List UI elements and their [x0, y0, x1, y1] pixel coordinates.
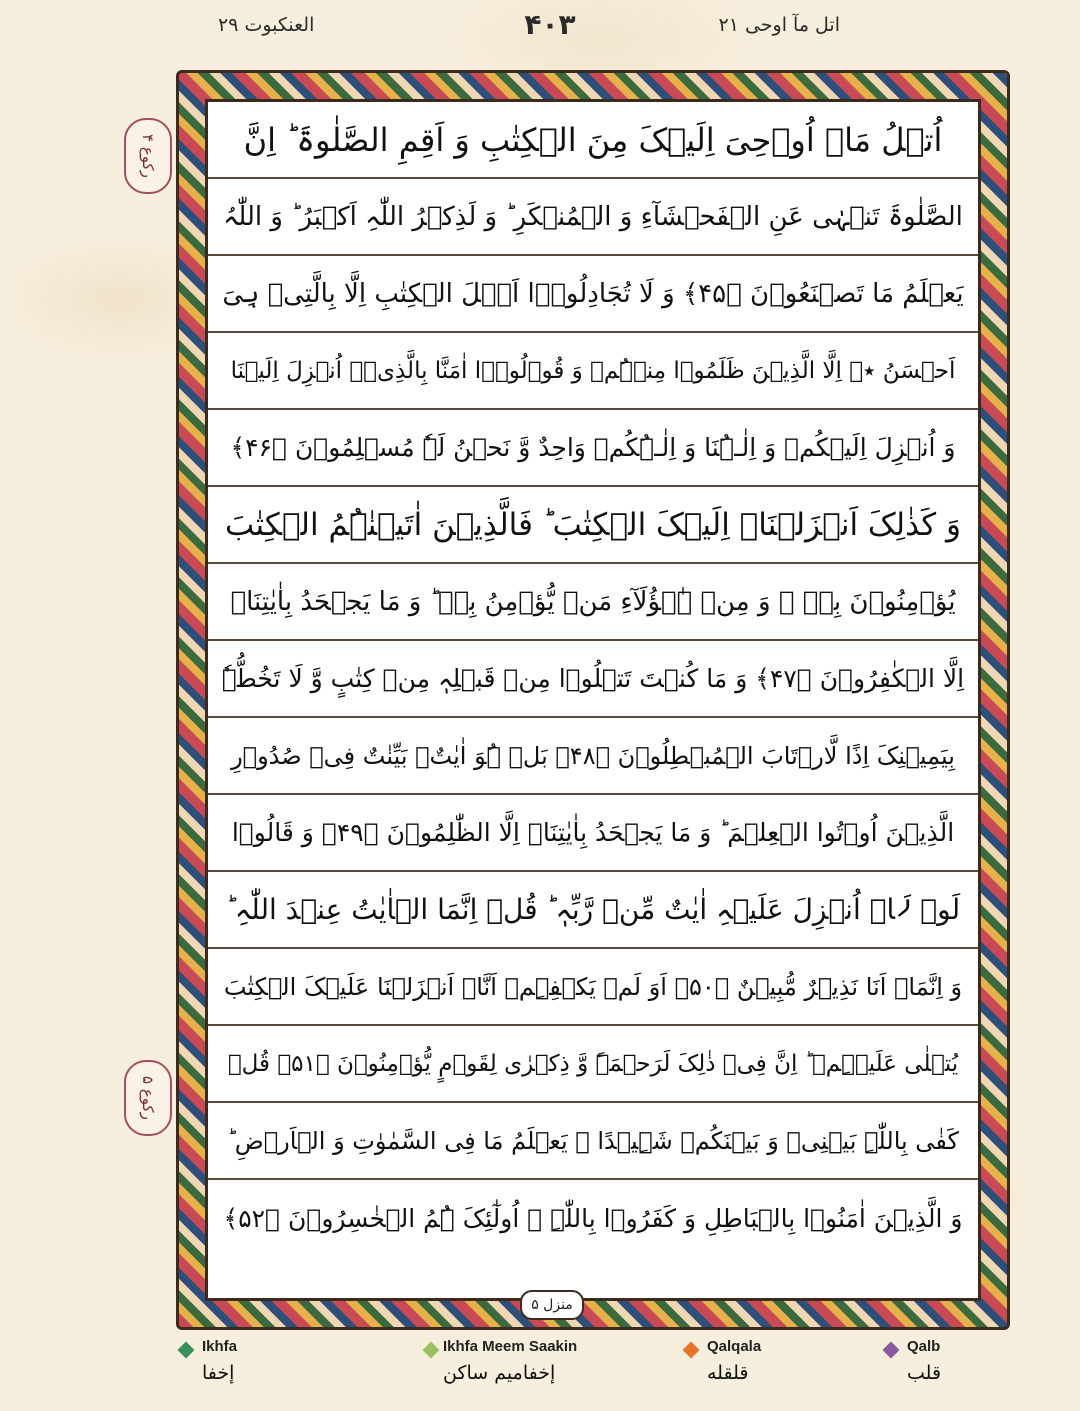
green-diamond-icon [178, 1342, 195, 1359]
ornamental-border [176, 70, 1010, 1330]
page-number: ۴۰۳ [524, 8, 576, 41]
text-line-8 [208, 641, 978, 718]
line-text: وَ الَّذِیۡنَ اٰمَنُوۡا بِالۡبَاطِلِ وَ کَفَرُوۡا بِاللّٰہِ ۙ اُولٰٓئِکَ ہُمُ الۡخٰسِرُوۡنَ ﴿۵۲﴾ [223, 1204, 963, 1233]
line-text: بِیَمِیۡنِکَ اِذًا لَّارۡتَابَ الۡمُبۡطِلُوۡنَ ﴿۴۸﴾ بَلۡ ہُوَ اٰیٰتٌۢ بَیِّنٰتٌ فِیۡ صُدُوۡرِ [231, 741, 955, 770]
line-text: الَّذِیۡنَ اُوۡتُوا الۡعِلۡمَ ؕ وَ مَا یَجۡحَدُ بِاٰیٰتِنَاۤ اِلَّا الظّٰلِمُوۡنَ ﴿۴۹﴾ وَ قَالُوۡا [231, 818, 955, 847]
text-line-4 [208, 333, 978, 410]
text-line-7 [208, 564, 978, 641]
line-text: کَفٰی بِاللّٰہِ بَیۡنِیۡ وَ بَیۡنَکُمۡ شَہِیۡدًا ۚ یَعۡلَمُ مَا فِی السَّمٰوٰتِ وَ الۡاَرۡضِ ؕ [227, 1126, 959, 1155]
lightgreen-diamond-icon [423, 1342, 440, 1359]
legend-en-label: Ikhfa Meem Saakin [443, 1338, 578, 1355]
legend-en-label: Qalb [907, 1338, 941, 1355]
line-text: الصَّلٰوۃَ تَنۡہٰی عَنِ الۡفَحۡشَآءِ وَ الۡمُنۡکَرِ ؕ وَ لَذِکۡرُ اللّٰہِ اَکۡبَرُ ؕ وَ اللّٰہُ [223, 201, 963, 232]
line-text: لَوۡ لَاۤ اُنۡزِلَ عَلَیۡہِ اٰیٰتٌ مِّنۡ رَّبِّہٖ ؕ قُلۡ اِنَّمَا الۡاٰیٰتُ عِنۡدَ اللّٰہِ ؕ [225, 893, 961, 926]
text-line-1 [208, 102, 978, 179]
legend-ar-label: إخفا [202, 1362, 235, 1384]
line-text: اُتۡلُ مَاۤ اُوۡحِیَ اِلَیۡکَ مِنَ الۡکِتٰبِ وَ اَقِمِ الصَّلٰوۃَ ؕ اِنَّ [243, 120, 943, 159]
legend-en-label: Qalqala [707, 1338, 762, 1355]
legend-en-label: Ikhfa [202, 1338, 238, 1355]
purple-diamond-icon [883, 1342, 900, 1359]
text-line-9 [208, 718, 978, 795]
line-text: وَ اِنَّمَاۤ اَنَا نَذِیۡرٌ مُّبِیۡنٌ ﴿۵۰﴾ اَوَ لَمۡ یَکۡفِہِمۡ اَنَّاۤ اَنۡزَلۡنَا عَلَیۡکَ الۡکِتٰبَ [223, 972, 963, 1001]
text-line-12 [208, 949, 978, 1026]
line-text: اَحۡسَنُ ٭ۖ اِلَّا الَّذِیۡنَ ظَلَمُوۡا مِنۡہُمۡ وَ قُوۡلُوۡۤا اٰمَنَّا بِالَّذِیۡۤ اُنۡزِلَ اِلَیۡنَا [230, 357, 956, 384]
tajweed-legend [0, 1336, 1080, 1411]
text-line-3 [208, 256, 978, 333]
ruku-marker-top: رکوع ۴ [124, 118, 172, 194]
text-line-13 [208, 1026, 978, 1103]
legend-item-qalqala [685, 1336, 795, 1406]
text-line-14 [208, 1103, 978, 1180]
orange-diamond-icon [683, 1342, 700, 1359]
page-header [0, 8, 1080, 58]
text-area [205, 99, 981, 1301]
line-text: وَ اُنۡزِلَ اِلَیۡکُمۡ وَ اِلٰـہُنَا وَ اِلٰـہُکُمۡ وَاحِدٌ وَّ نَحۡنُ لَہٗ مُسۡلِمُوۡنَ ﴿۴۶﴾ [230, 433, 956, 462]
text-line-11 [208, 872, 978, 949]
surah-name: العنکبوت ۲۹ [218, 14, 315, 36]
juz-name: اتل مآ اوحی ۲۱ [718, 14, 840, 36]
line-text: یُتۡلٰی عَلَیۡہِمۡ ؕ اِنَّ فِیۡ ذٰلِکَ لَرَحۡمَۃً وَّ ذِکۡرٰی لِقَوۡمٍ یُّؤۡمِنُوۡنَ ﴿۵۱﴾ قُلۡ [227, 1050, 959, 1077]
legend-item-ikhfa-meem [425, 1336, 605, 1406]
line-text: یُؤۡمِنُوۡنَ بِہٖ ۚ وَ مِنۡ ہٰۤؤُلَآءِ مَنۡ یُّؤۡمِنُ بِہٖ ؕ وَ مَا یَجۡحَدُ بِاٰیٰتِنَاۤ [230, 586, 956, 617]
text-line-15 [208, 1180, 978, 1257]
text-line-5 [208, 410, 978, 487]
line-text: وَ کَذٰلِکَ اَنۡزَلۡنَاۤ اِلَیۡکَ الۡکِتٰبَ ؕ فَالَّذِیۡنَ اٰتَیۡنٰہُمُ الۡکِتٰبَ [225, 506, 961, 543]
legend-ar-label: إخفاميم ساكن [443, 1362, 556, 1384]
legend-ar-label: قلقله [707, 1362, 749, 1384]
legend-item-qalb [885, 1336, 985, 1406]
manzil-marker: منزل ۵ [520, 1290, 584, 1320]
text-line-10 [208, 795, 978, 872]
line-text: اِلَّا الۡکٰفِرُوۡنَ ﴿۴۷﴾ وَ مَا کُنۡتَ تَتۡلُوۡا مِنۡ قَبۡلِہٖ مِنۡ کِتٰبٍ وَّ لَا تَخُطُّہٗ [221, 664, 965, 693]
ruku-marker-bottom: رکوع ۵ [124, 1060, 172, 1136]
text-line-6 [208, 487, 978, 564]
legend-ar-label: قلب [907, 1362, 942, 1384]
text-line-2 [208, 179, 978, 256]
legend-item-ikhfa [180, 1336, 300, 1406]
line-text: یَعۡلَمُ مَا تَصۡنَعُوۡنَ ﴿۴۵﴾ وَ لَا تُجَادِلُوۡۤا اَہۡلَ الۡکِتٰبِ اِلَّا بِالَّتِیۡ ہِیَ [222, 278, 964, 309]
